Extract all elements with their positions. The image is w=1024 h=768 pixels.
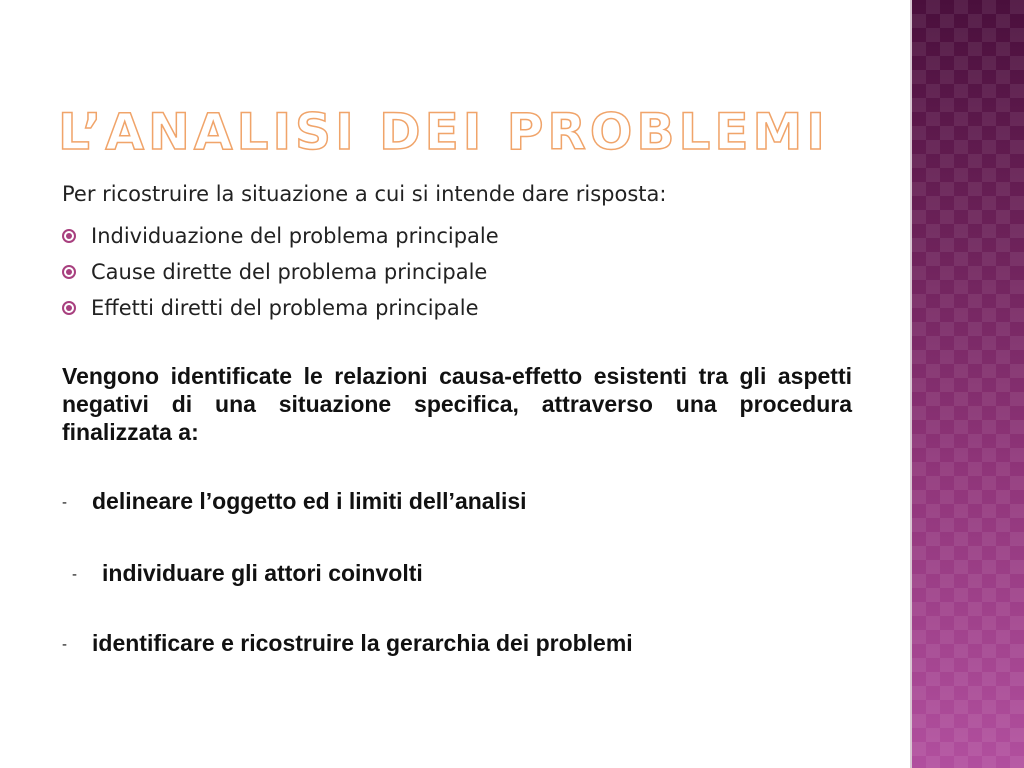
bullet-text: Effetti diretti del problema principale bbox=[91, 296, 479, 320]
intro-text: Per ricostruire la situazione a cui si intende dare risposta: bbox=[62, 182, 667, 206]
dash-marker: - bbox=[62, 636, 67, 654]
circle-dot-bullet-icon bbox=[62, 301, 76, 315]
dash-marker: - bbox=[72, 566, 77, 584]
dash-item-text: individuare gli attori coinvolti bbox=[102, 560, 423, 586]
decorative-side-panel bbox=[912, 0, 1024, 768]
dash-item-text: identificare e ricostruire la gerarchia dei problemi bbox=[92, 630, 633, 656]
main-paragraph: Vengono identificate le relazioni causa-effetto esistenti tra gli aspetti negativi di una situazione specifica, attraverso una procedura finalizzata a: bbox=[62, 363, 852, 445]
bullet-text: Individuazione del problema principale bbox=[91, 224, 499, 248]
dash-item bbox=[72, 560, 423, 587]
bullet-list bbox=[62, 218, 499, 326]
bullet-item bbox=[62, 290, 499, 326]
circle-dot-bullet-icon bbox=[62, 229, 76, 243]
dash-item-text: delineare l’oggetto ed i limiti dell’analisi bbox=[92, 488, 527, 514]
circle-dot-bullet-icon bbox=[62, 265, 76, 279]
dash-item bbox=[62, 630, 633, 657]
slide-title: L’ANALISI DEI PROBLEMI bbox=[58, 103, 829, 161]
dash-item bbox=[62, 488, 527, 515]
dash-marker: - bbox=[62, 494, 67, 512]
bullet-item bbox=[62, 254, 499, 290]
bullet-item bbox=[62, 218, 499, 254]
bullet-text: Cause dirette del problema principale bbox=[91, 260, 488, 284]
